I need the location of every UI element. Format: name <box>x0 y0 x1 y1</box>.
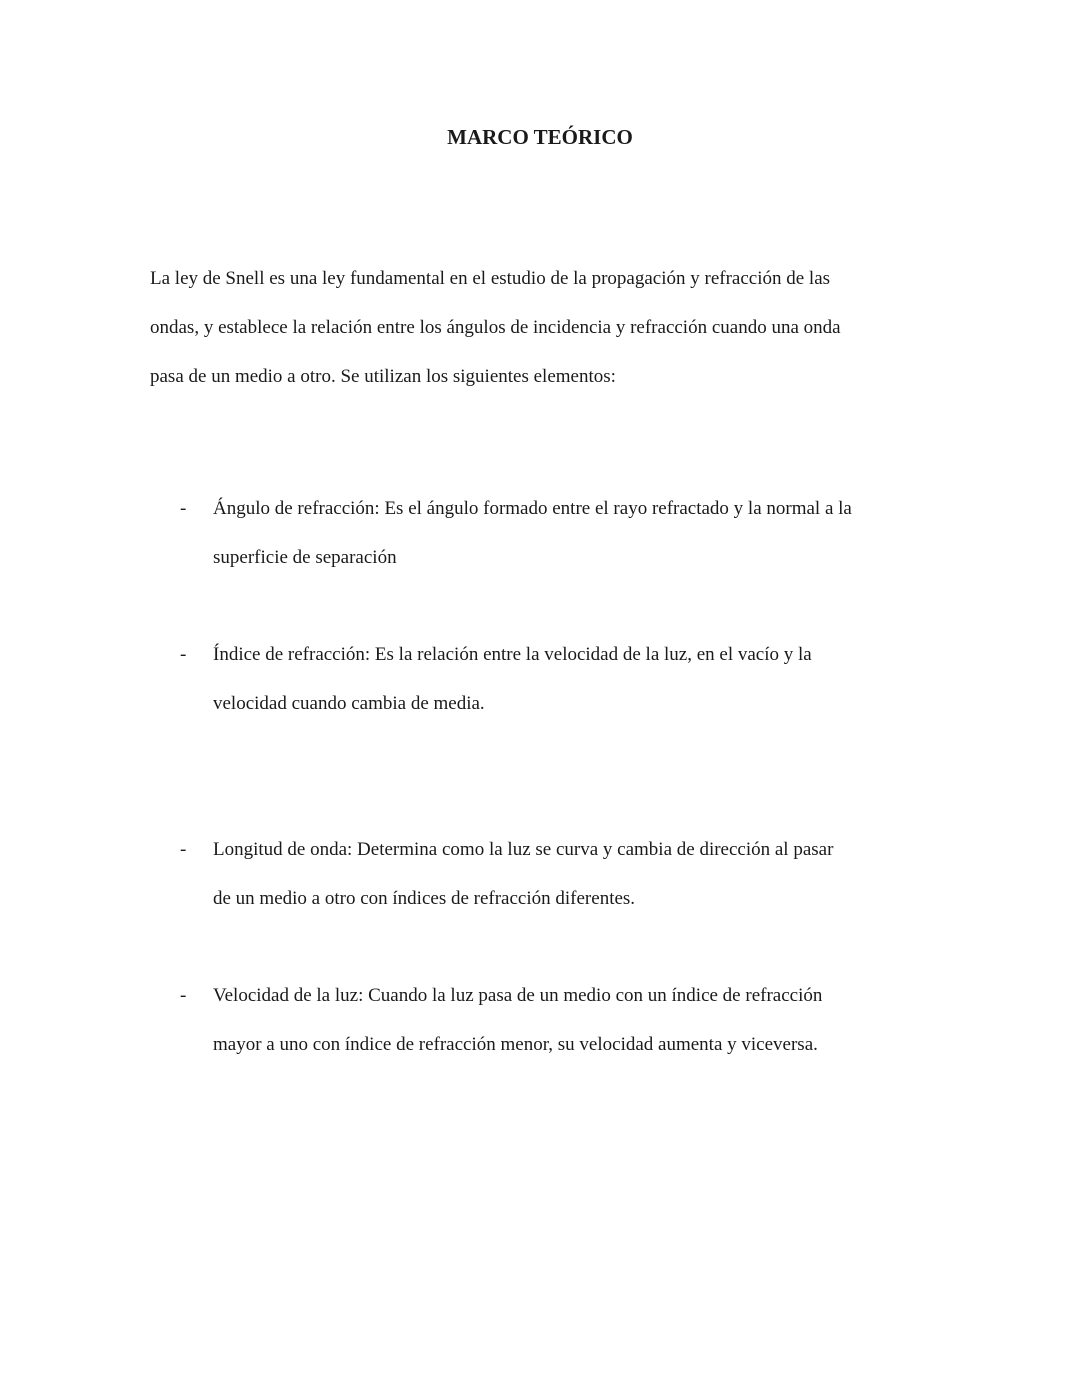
list-item-line: de un medio a otro con índices de refracción diferentes. <box>213 888 636 909</box>
list-item-line: Velocidad de la luz: Cuando la luz pasa de un medio con un índice de refracción <box>213 985 823 1006</box>
list-item-text <box>213 484 933 582</box>
list-item-text <box>213 630 933 728</box>
list-item-text <box>213 825 933 923</box>
bullet-dash: - <box>180 985 187 1006</box>
list-item-text <box>213 971 933 1069</box>
intro-line: ondas, y establece la relación entre los ángulos de incidencia y refracción cuando una onda <box>150 317 841 338</box>
list-item-line: Índice de refracción: Es la relación entre la velocidad de la luz, en el vacío y la <box>213 644 812 665</box>
list-item-line: superficie de separación <box>213 547 397 568</box>
list-item-line: mayor a uno con índice de refracción menor, su velocidad aumenta y viceversa. <box>213 1034 818 1055</box>
list-item-line: Longitud de onda: Determina como la luz se curva y cambia de dirección al pasar <box>213 839 834 860</box>
list-item-line: Ángulo de refracción: Es el ángulo formado entre el rayo refractado y la normal a la <box>213 498 852 519</box>
intro-line: pasa de un medio a otro. Se utilizan los siguientes elementos: <box>150 366 616 387</box>
bullet-dash: - <box>180 644 187 665</box>
intro-paragraph <box>150 254 940 401</box>
bullet-dash: - <box>180 839 187 860</box>
bullet-dash: - <box>180 498 187 519</box>
page-title: MARCO TEÓRICO <box>447 125 633 149</box>
intro-line: La ley de Snell es una ley fundamental en el estudio de la propagación y refracción de las <box>150 268 831 289</box>
list-item-line: velocidad cuando cambia de media. <box>213 693 485 714</box>
